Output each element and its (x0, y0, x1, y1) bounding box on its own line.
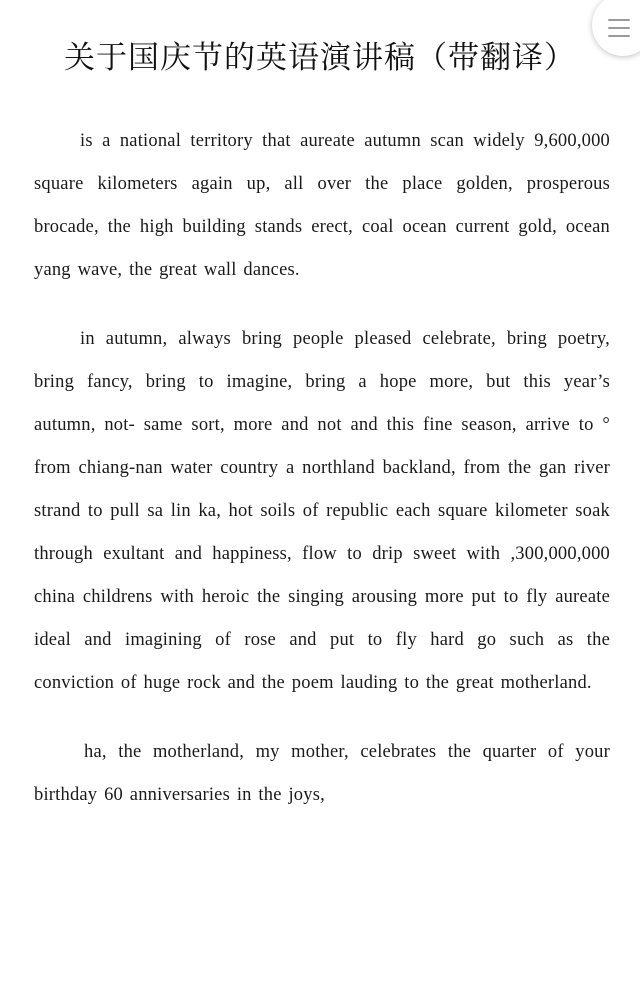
paragraph-2: in autumn, always bring people pleased celebrate, bring poetry, bring fancy, bring to imagine, bring a hope more, but this year’s autumn, not- same sort, more and not and this fine season, arrive to ° from chiang-nan water country a northland backland, from the gan river strand to pull sa lin ka, hot soils of republic each square kilometer soak through exultant and happiness, flow to drip sweet with ,300,000,000 china childrens with heroic the singing arousing more put to fly aureate ideal and imagining of rose and put to fly hard go such as the conviction of huge rock and the poem lauding to the great motherland. (34, 329, 610, 693)
paragraph-3: ha, the motherland, my mother, celebrates the quarter of your birthday 60 anniversaries in the joys, (34, 742, 610, 805)
article-body (34, 120, 610, 843)
page-title: 关于国庆节的英语演讲稿（带翻译） (64, 40, 576, 76)
paragraph-1: is a national territory that aureate autumn scan widely 9,600,000 square kilometers again up, all over the place golden, prosperous brocade, the high building stands erect, coal ocean current gold, ocean yang wave, the great wall dances. (34, 131, 610, 280)
